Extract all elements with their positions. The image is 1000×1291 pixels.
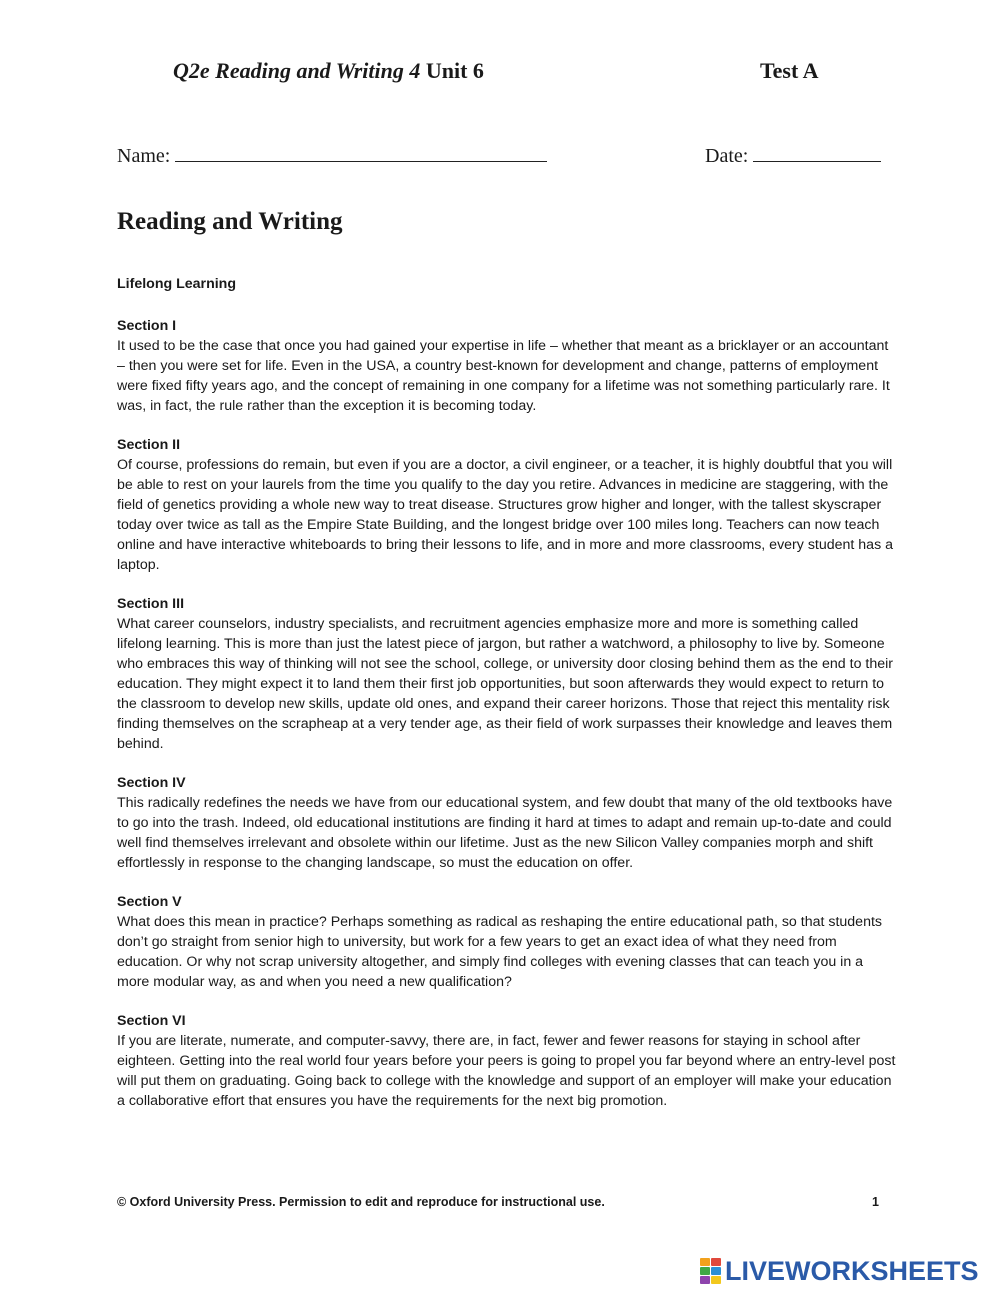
- section-body: What does this mean in practice? Perhaps something as radical as reshaping the entire educational path, so that students don’t go straight from senior high to university, but work for a few years to get an exact idea of what they need from education. Or why not scrap university altogether, and simply find colleges with evening classes that can teach you in a more modular way, as and when you need a new qualification?: [117, 914, 883, 990]
- copyright-notice: © Oxford University Press. Permission to edit and reproduce for instructional use.: [117, 1195, 605, 1209]
- page-number: 1: [872, 1195, 879, 1209]
- section-title: Section II: [117, 437, 181, 453]
- logo-block: [711, 1276, 721, 1284]
- section: [117, 594, 897, 754]
- section-body: Of course, professions do remain, but even if you are a doctor, a civil engineer, or a teacher, it is highly doubtful that you will be able to rest on your laurels from the time you qualify to the day you retire. Advances in medicine are staggering, with the field of genetics providing a whole new way to treat disease. Structures grow higher and longer, with the tallest skyscraper today over twice as tall as the Empire State Building, and the longest bridge over 100 miles long. Teachers can now teach online and have interactive whiteboards to bring their lessons to life, and in more and more classrooms, every student has a laptop.: [117, 457, 894, 573]
- section: [117, 773, 897, 873]
- section: [117, 316, 897, 416]
- test-label: Test A: [760, 58, 819, 83]
- section: [117, 892, 897, 992]
- section-body: This radically redefines the needs we have from our educational system, and few doubt that many of the old textbooks have to go into the trash. Indeed, old educational institutions are finding it hard at times to adapt and remain up-to-date and could well find themselves irrelevant and obsolete within our lifetime. Just as the new Silicon Valley companies morph and shift effortlessly in response to the changing landscape, so must the education on offer.: [117, 795, 893, 871]
- section-title: Section VI: [117, 1013, 186, 1029]
- document-title: [173, 58, 484, 84]
- liveworksheets-logo[interactable]: [700, 1257, 979, 1285]
- section-body: It used to be the case that once you had gained your expertise in life – whether that meant as a bricklayer or an accountant – then you were set for life. Even in the USA, a country best-known for development and change, patterns of employment were fixed fifty years ago, and the concept of remaining in one company for a lifetime was not something particularly rare. It was, in fact, the rule rather than the exception it is becoming today.: [117, 338, 890, 414]
- name-field-row: [117, 143, 547, 168]
- section-title: Section I: [117, 318, 177, 334]
- logo-block: [700, 1276, 710, 1284]
- logo-block: [700, 1258, 710, 1266]
- section-title: Section III: [117, 596, 185, 612]
- logo-block: [711, 1258, 721, 1266]
- logo-mark-icon: [700, 1258, 721, 1284]
- section-title: Section V: [117, 894, 182, 910]
- logo-block: [711, 1267, 721, 1275]
- section: [117, 1011, 897, 1111]
- section: [117, 435, 897, 575]
- logo-block: [700, 1267, 710, 1275]
- page-heading: Reading and Writing: [117, 208, 343, 235]
- article: [117, 274, 897, 1130]
- article-title: Lifelong Learning: [117, 276, 237, 292]
- course-title: Q2e Reading and Writing 4: [173, 58, 421, 83]
- date-field-row: [705, 143, 881, 168]
- section-body: If you are literate, numerate, and computer-savvy, there are, in fact, fewer and fewer reasons for staying in school after eighteen. Getting into the real world four years before your peers is going to propel you far beyond where an entry-level post will put them on graduating. Going back to college with the knowledge and support of an employer will make your education a collaborative effort that ensures you have the requirements for the next big promotion.: [117, 1033, 896, 1109]
- date-blank[interactable]: [753, 143, 881, 162]
- name-label: Name:: [117, 145, 171, 167]
- unit-label: Unit 6: [425, 58, 484, 83]
- section-title: Section IV: [117, 775, 186, 791]
- date-label: Date:: [705, 145, 749, 167]
- name-blank[interactable]: [175, 143, 547, 162]
- section-body: What career counselors, industry specialists, and recruitment agencies emphasize more and more is something called lifelong learning. This is more than just the latest piece of jargon, but rather a watchword, a philosophy to live by. Someone who embraces this way of thinking will not see the school, college, or university door closing behind them as the end to their education. They might expect it to land them their first job opportunities, but soon afterwards they would expect to return to the classroom to develop new skills, update old ones, and expand their career horizons. Those that reject this mentality risk finding themselves on the scrapheap at a very tender age, as their field of work surpasses their knowledge and leaves them behind.: [117, 616, 894, 752]
- logo-text: LIVEWORKSHEETS: [725, 1255, 979, 1286]
